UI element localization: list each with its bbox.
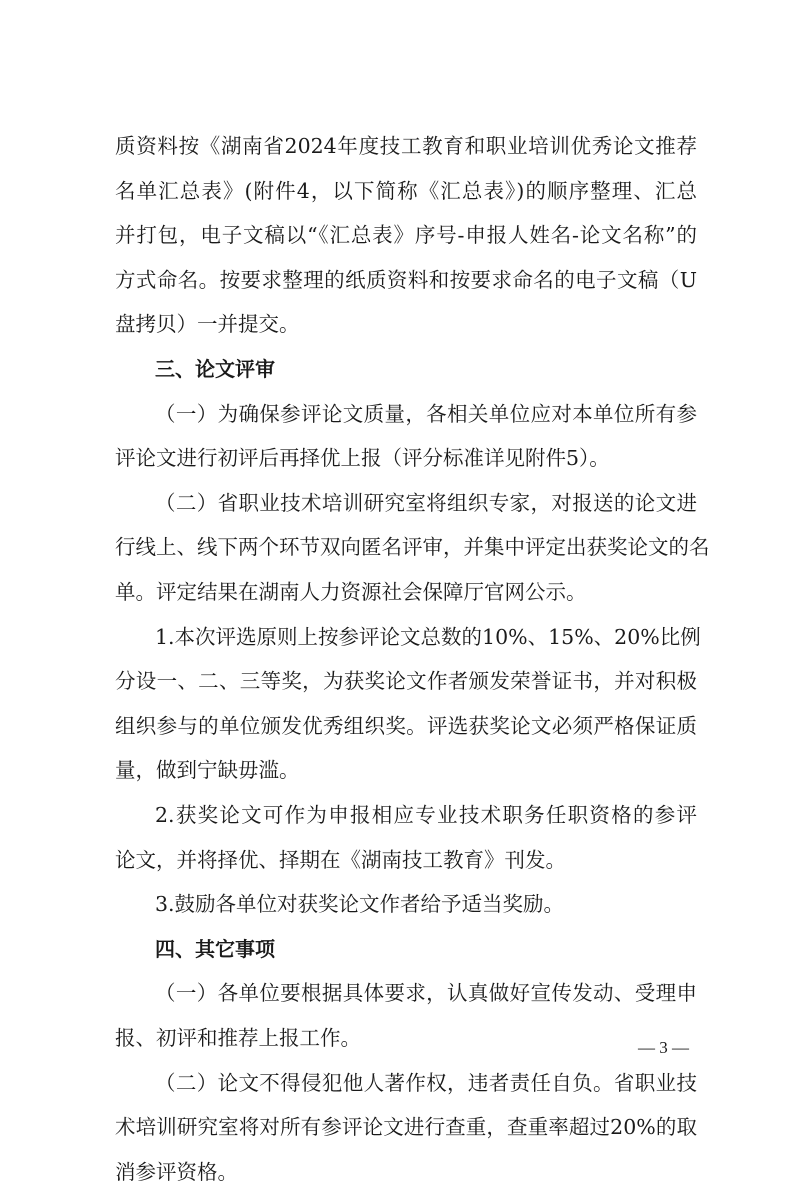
section-heading: 三、论文评审 xyxy=(155,357,275,381)
body-line: 1.本次评选原则上按参评论文总数的10%、15%、20%比例 xyxy=(155,624,701,649)
body-line: 评论文进行初评后再择优上报（评分标准详见附件5）。 xyxy=(115,446,610,471)
body-line: （一）为确保参评论文质量，各相关单位应对本单位所有参 xyxy=(155,401,697,426)
body-line: 分设一、二、三等奖，为获奖论文作者颁发荣誉证书，并对积极 xyxy=(115,669,697,694)
body-line: 量，做到宁缺毋滥。 xyxy=(115,758,300,783)
body-line: 名单汇总表》(附件4，以下简称《汇总表》)的顺序整理、汇总 xyxy=(115,178,697,203)
page-number: — 3 — xyxy=(638,1038,689,1057)
body-line: 并打包，电子文稿以“《汇总表》序号-申报人姓名-论文名称”的 xyxy=(115,223,697,248)
body-line: 质资料按《湖南省2024年度技工教育和职业培训优秀论文推荐 xyxy=(115,134,697,158)
body-line: 报、初评和推荐上报工作。 xyxy=(115,1026,361,1050)
body-line: 2.获奖论文可作为申报相应专业技术职务任职资格的参评 xyxy=(155,803,697,827)
body-line: 单。评定结果在湖南人力资源社会保障厅官网公示。 xyxy=(115,580,587,604)
body-line: 方式命名。按要求整理的纸质资料和按要求命名的电子文稿（U xyxy=(115,267,697,292)
body-line: 组织参与的单位颁发优秀组织奖。评选获奖论文必须严格保证质 xyxy=(115,713,697,738)
body-line: 论文，并将择优、择期在《湖南技工教育》刊发。 xyxy=(115,847,566,872)
body-line: （二）论文不得侵犯他人著作权，违者责任自负。省职业技 xyxy=(155,1070,697,1095)
body-line: （二）省职业技术培训研究室将组织专家，对报送的论文进 xyxy=(155,490,697,515)
body-line: 消参评资格。 xyxy=(115,1159,238,1184)
body-line: 行线上、线下两个环节双向匿名评审，并集中评定出获奖论文的名 xyxy=(115,535,710,560)
body-line: （一）各单位要根据具体要求，认真做好宣传发动、受理申 xyxy=(155,981,697,1006)
body-line: 3.鼓励各单位对获奖论文作者给予适当奖励。 xyxy=(155,892,565,917)
section-heading: 四、其它事项 xyxy=(155,936,275,961)
body-line: 术培训研究室将对所有参评论文进行查重，查重率超过20%的取 xyxy=(115,1115,697,1140)
body-line: 盘拷贝）一并提交。 xyxy=(115,312,300,337)
